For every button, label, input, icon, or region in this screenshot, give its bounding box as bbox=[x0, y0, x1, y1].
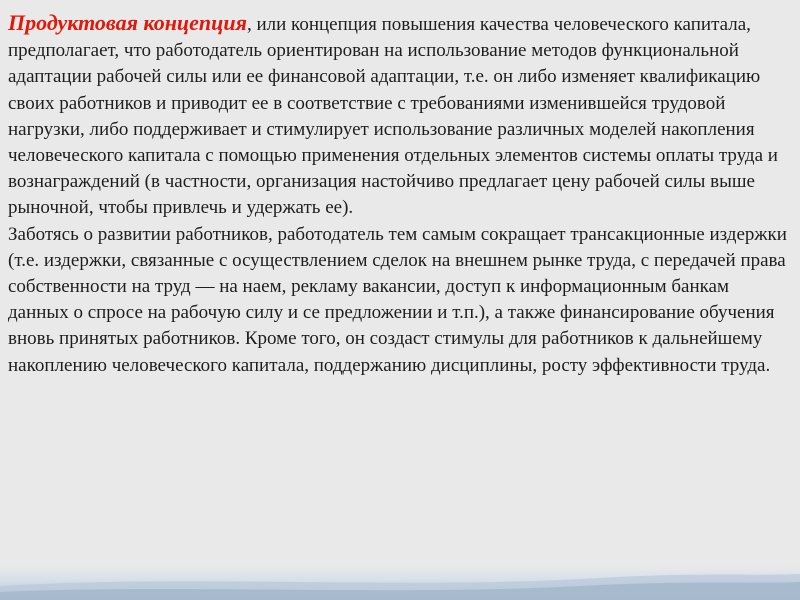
bottom-wave-decoration bbox=[0, 560, 800, 600]
slide-title: Продуктовая концепция bbox=[8, 10, 247, 35]
slide-body bbox=[8, 10, 794, 379]
second-paragraph: Заботясь о развитии работников, работодатель тем самым сокращает трансакционные издержки (т.е. издержки, связанные с осуществлением сделок на внешнем рынке труда, с передачей права собственности на труд — на наем, рекламу вакансии, доступ к информационным банкам данных о спросе на рабочую силу и се предложении и т.п.), а также финансирование обучения вновь принятых работников. Кроме того, он создаст стимулы для работников к дальнейшему накоплению человеческого капитала, поддержанию дисциплины, росту эффективности труда. bbox=[8, 223, 787, 376]
first-paragraph-text: , или концепция повышения качества человеческого капитала, предполагает, что работодатель ориентирован на использование методов функциональной адаптации рабочей силы или ее финансовой адаптации, т.е. он либо изменяет квалификацию своих работников и приводит ее в соответствие с требованиями изменившейся трудовой нагрузки, либо поддерживает и стимулирует использование различных моделей накопления человеческого капитала с помощью применения отдельных элементов системы оплаты труда и вознаграждений (в частности, организация настойчиво предлагает цену рабочей силы выше рыночной, чтобы привлечь и удержать ее). bbox=[8, 14, 778, 219]
first-paragraph bbox=[8, 10, 794, 222]
